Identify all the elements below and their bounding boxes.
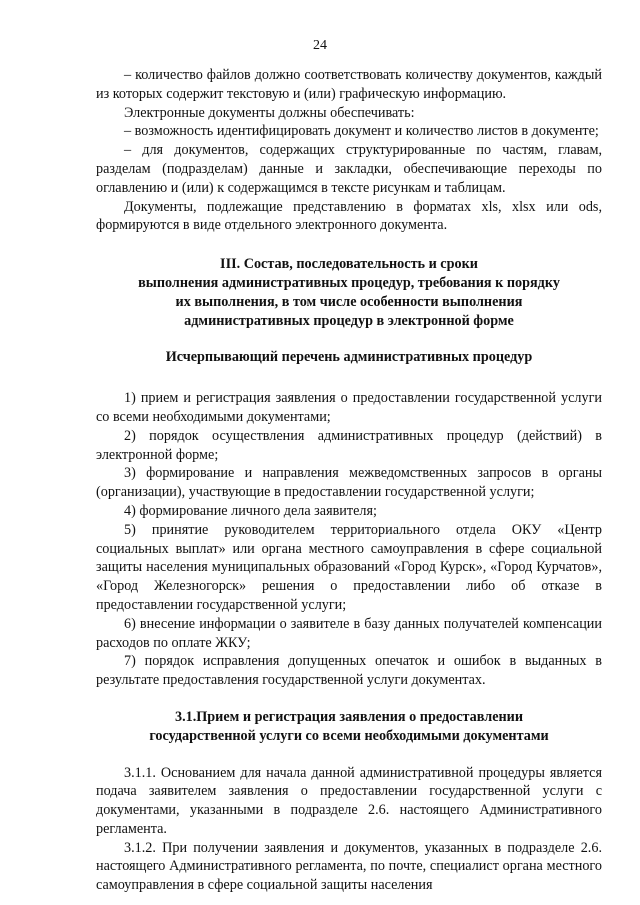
procedure-item: 3) формирование и направления межведомственных запросов в органы (организации), участвующие в предоставлении государственной услуги; xyxy=(96,465,602,501)
page-number: 24 xyxy=(313,38,327,53)
procedures-list-heading: Исчерпывающий перечень административных процедур xyxy=(165,349,533,366)
subsection-3-1-title xyxy=(96,708,602,746)
procedure-item: 6) внесение информации о заявителе в базу данных получателей компенсации расходов по оплате ЖКУ; xyxy=(96,615,602,651)
subsection-3-1-title-line: государственной услуги со всеми необходимыми документами xyxy=(149,727,549,744)
procedure-item: 5) принятие руководителем территориального отдела ОКУ «Центр социальных выплат» или органа местного самоуправления в сфере социальной защиты населения муниципальных образований «Город Курск», «Город Курчатов», «Город Железногорск» решения о предоставлении либо об отказе в предоставлении государственной услуги; xyxy=(96,521,602,613)
intro-paragraph: Электронные документы должны обеспечивать: xyxy=(124,104,415,121)
intro-paragraph: – для документов, содержащих структурированные по частям, главам, разделам (подразделам) данные и закладки, обеспечивающие переходы по оглавлению и (или) к содержащимся в тексте рисункам и таблицам. xyxy=(96,142,602,196)
procedure-item: 1) прием и регистрация заявления о предоставлении государственной услуги со всеми необходимыми документами; xyxy=(96,390,602,425)
section-3-title-line: административных процедур в электронной форме xyxy=(184,312,514,329)
intro-paragraph: – возможность идентифицировать документ и количество листов в документе; xyxy=(124,123,599,140)
intro-paragraph: Документы, подлежащие представлению в форматах xls, xlsx или ods, формируются в виде отдельного электронного документа. xyxy=(96,198,602,234)
subsection-3-1-body xyxy=(96,764,602,896)
procedure-item: 4) формирование личного дела заявителя; xyxy=(124,502,377,519)
section-3-title-line: их выполнения, в том числе особенности выполнения xyxy=(175,293,523,310)
procedure-item: 2) порядок осуществления административных процедур (действий) в электронной форме; xyxy=(96,427,602,463)
subsection-paragraph: 3.1.1. Основанием для начала данной административной процедуры является подача заявителем заявления о предоставлении государственной услуги с документами, указанными в подразделе 2.6. настоящего Административного регламента. xyxy=(96,764,602,837)
section-3-title-line: III. Состав, последовательность и сроки xyxy=(220,256,478,273)
subsection-3-1-title-line: 3.1.Прием и регистрация заявления о предоставлении xyxy=(174,708,524,725)
procedures-list xyxy=(96,389,602,690)
subsection-paragraph: 3.1.2. При получении заявления и документов, указанных в подразделе 2.6. настоящего Административного регламента, по почте, специалист органа местного самоуправления в сфере социальной защиты населения xyxy=(96,839,602,894)
section-3-title xyxy=(96,255,602,330)
intro-block xyxy=(96,66,602,235)
procedure-item: 7) порядок исправления допущенных опечаток и ошибок в выданных в результате предоставления государственной услуги документах. xyxy=(96,653,602,689)
section-3-title-line: выполнения административных процедур, требования к порядку xyxy=(138,274,560,291)
intro-paragraph: – количество файлов должно соответствовать количеству документов, каждый из которых содержит текстовую и (или) графическую информацию. xyxy=(96,67,602,102)
